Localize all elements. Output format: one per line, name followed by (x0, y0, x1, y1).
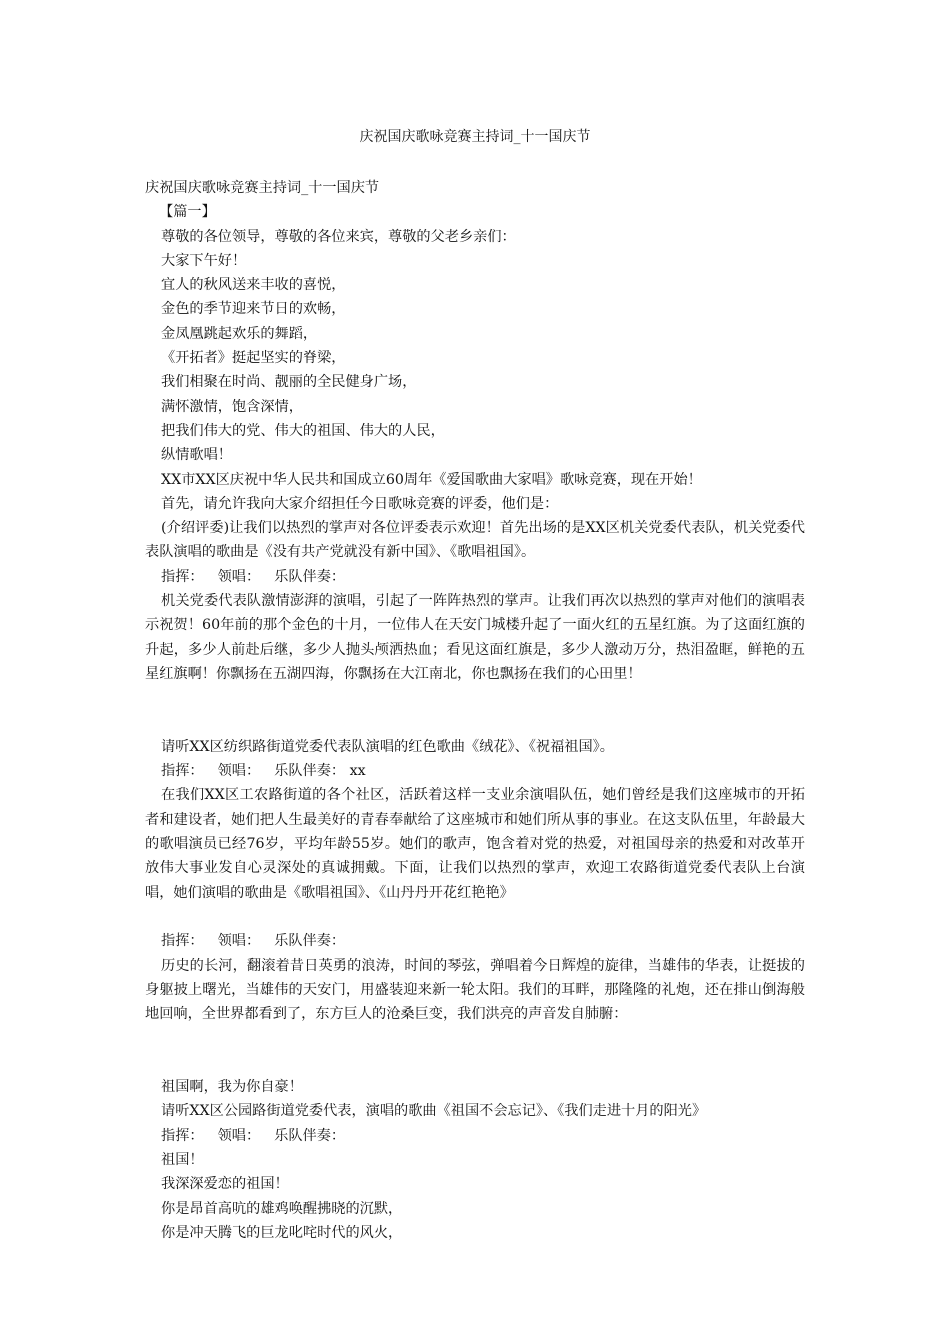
lead-singer-label: 领唱： (217, 1127, 261, 1144)
text-line: 祖国啊，我为你自豪！ (161, 1079, 303, 1096)
text-line: 你是昂首高吭的雄鸡唤醒拂晓的沉默， (161, 1200, 403, 1217)
text-line: 把我们伟大的党、伟大的祖国、伟大的人民， (161, 422, 445, 439)
role-line (145, 929, 805, 953)
document-body (145, 176, 805, 1245)
role-line (145, 1124, 805, 1148)
band-label: 乐队伴奏： (274, 568, 346, 585)
paragraph: 在我们XX区工农路街道的各个社区，活跃着这样一支业余演唱队伍，她们曾经是我们这座城市的开拓者和建设者，她们把人生最美好的青春奉献给了这座城市和她们所从事的事业。在这支队伍里，年龄最大的歌唱演员已经76岁，平均年龄55岁。她们的歌声，饱含着对党的热爱，对祖国母亲的热爱和对改革开放伟大事业发自心灵深处的真诚拥戴。下面，让我们以热烈的掌声，欢迎工农路街道党委代表队上台演唱，她们演唱的歌曲是《歌唱祖国》、《山丹丹开花红艳艳》 (145, 787, 805, 901)
conductor-label: 指挥： (161, 568, 204, 585)
role-line (145, 759, 805, 783)
text-line: 首先，请允许我向大家介绍担任今日歌咏竞赛的评委，他们是： (161, 495, 559, 512)
text-line: 我深深爱恋的祖国！ (161, 1176, 289, 1193)
text-line: 大家下午好！ (161, 252, 247, 269)
text-line: 金凤凰跳起欢乐的舞蹈， (161, 325, 318, 342)
text-line: 你是冲天腾飞的巨龙叱咤时代的风火， (161, 1224, 403, 1241)
conductor-label: 指挥： (161, 763, 204, 780)
lead-singer-label: 领唱： (217, 933, 261, 950)
text-line: 请听XX区纺织路街道党委代表队演唱的红色歌曲《绒花》、《祝福祖国》。 (161, 738, 614, 755)
band-label: 乐队伴奏： (274, 1127, 346, 1144)
page-title: 庆祝国庆歌咏竞赛主持词_十一国庆节 (359, 129, 591, 145)
text-line: 满怀激情，饱含深情， (161, 398, 303, 415)
text-line: 尊敬的各位领导，尊敬的各位来宾，尊敬的父老乡亲们： (161, 228, 516, 245)
band-label: 乐队伴奏： xx (274, 763, 366, 780)
text-line: 宜人的秋风送来丰收的喜悦， (161, 277, 346, 294)
conductor-label: 指挥： (161, 1127, 204, 1144)
section-label: 【篇一】 (159, 204, 216, 221)
text-line: 我们相聚在时尚、靓丽的全民健身广场， (161, 374, 417, 391)
text-line: XX市XX区庆祝中华人民共和国成立60周年《爱国歌曲大家唱》歌咏竞赛，现在开始！ (161, 471, 702, 488)
role-line (145, 565, 805, 589)
text-line: 金色的季节迎来节日的欢畅， (161, 301, 346, 318)
conductor-label: 指挥： (161, 933, 204, 950)
paragraph: 机关党委代表队激情澎湃的演唱，引起了一阵阵热烈的掌声。让我们再次以热烈的掌声对他们的演唱表示祝贺！60年前的那个金色的十月，一位伟人在天安门城楼升起了一面火红的五星红旗。为了这面红旗的升起，多少人前赴后继，多少人抛头颅洒热血；看见这面红旗是，多少人激动万分，热泪盈眶，鲜艳的五星红旗啊！你飘扬在五湖四海，你飘扬在大江南北，你也飘扬在我们的心田里！ (145, 593, 805, 682)
lead-singer-label: 领唱： (217, 763, 261, 780)
text-line: 纵情歌唱！ (161, 447, 232, 464)
band-label: 乐队伴奏： (274, 933, 346, 950)
paragraph: (介绍评委)让我们以热烈的掌声对各位评委表示欢迎！首先出场的是XX区机关党委代表队，机关党委代表队演唱的歌曲是《没有共产党就没有新中国》、《歌唱祖国》。 (145, 520, 805, 561)
text-line: 祖国！ (161, 1151, 204, 1168)
document-heading: 庆祝国庆歌咏竞赛主持词_十一国庆节 (145, 180, 380, 196)
text-line: 《开拓者》挺起坚实的脊梁， (161, 350, 346, 367)
text-line: 请听XX区公园路街道党委代表，演唱的歌曲《祖国不会忘记》、《我们走进十月的阳光》 (161, 1103, 707, 1120)
lead-singer-label: 领唱： (217, 568, 261, 585)
paragraph: 历史的长河，翻滚着昔日英勇的浪涛，时间的琴弦，弹唱着今日辉煌的旋律，当雄伟的华表，让挺拔的身躯披上曙光，当雄伟的天安门，用盛装迎来新一轮太阳。我们的耳畔，那隆隆的礼炮，还在排山倒海般地回响，全世界都看到了，东方巨人的沧桑巨变，我们洪亮的声音发自肺腑： (145, 957, 805, 1023)
